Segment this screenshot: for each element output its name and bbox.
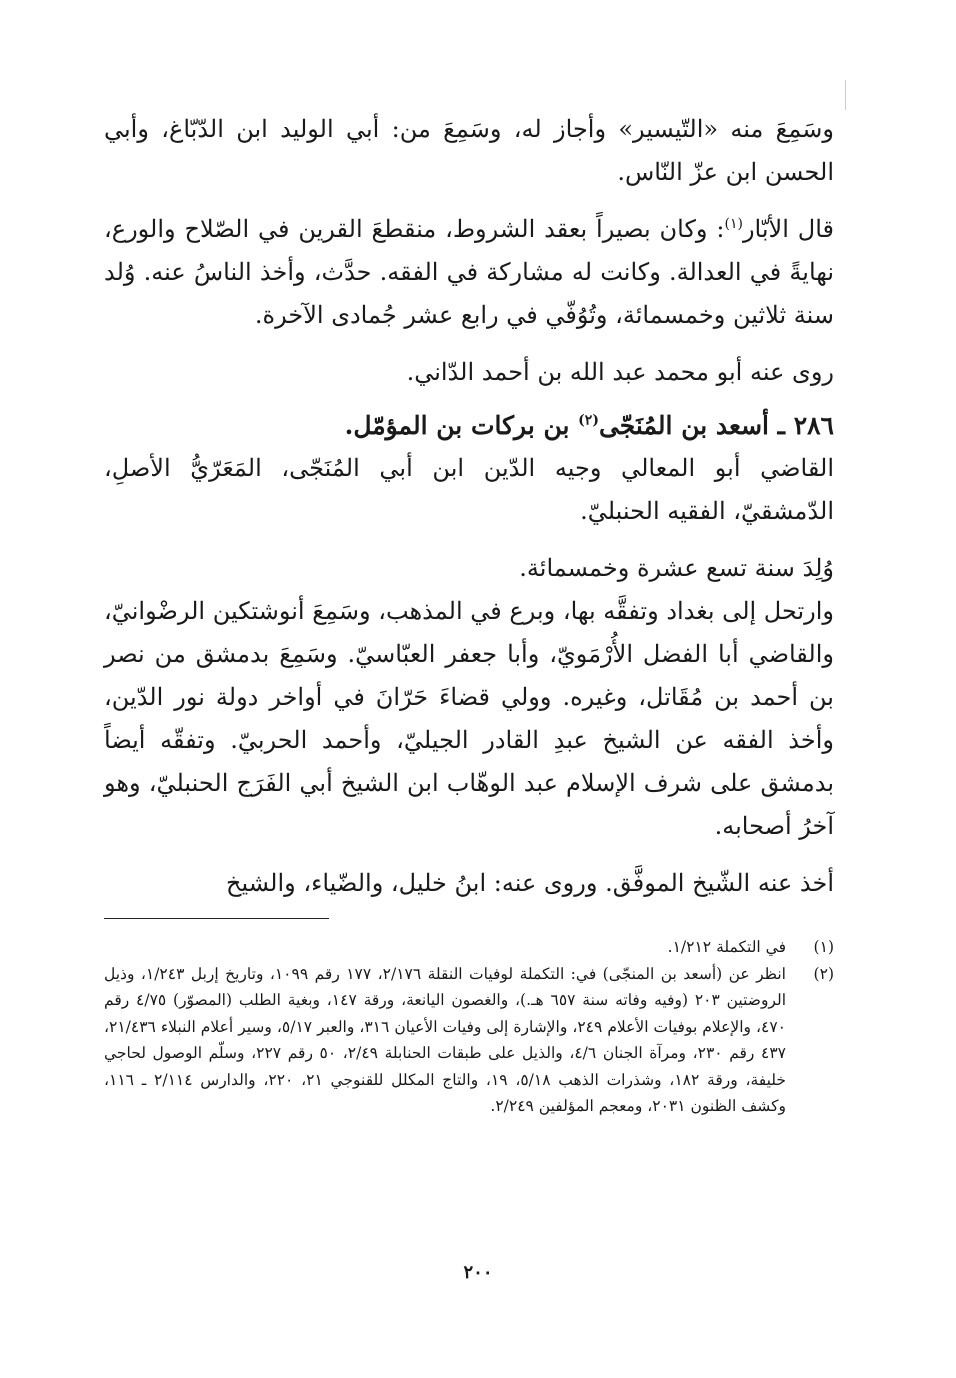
footnote-ref-1[interactable]: (١) [724, 216, 743, 232]
paragraph-2 [104, 208, 834, 337]
entry-heading [104, 404, 834, 447]
footnote-1 [104, 934, 834, 961]
paragraph-3: روى عنه أبو محمد عبد الله بن أحمد الدّاني. [406, 358, 834, 386]
footnote-text: في التكملة ١/٢١٢. [667, 938, 786, 956]
footnote-ref-2[interactable]: (٢) [578, 412, 599, 429]
page-number: ٢٠٠ [463, 1262, 493, 1283]
footnote-number: (١) [813, 938, 834, 956]
paragraph-7: وارتحل إلى بغداد وتفقَّه بها، وبرع في المذهب، وسَمِعَ أنوشتكين الرضْوانيّ، والقاضي أبا الفضل الأُرْمَويّ، وأبا جعفر العبّاسيّ. وسَمِعَ بدمشق من نصر بن أحمد بن مُقَاتل، وغيره. وولي قضاءَ حَرّانَ في أواخر دولة نور الدّين، وأخذ الفقه عن الشيخ عبدِ القادر الجيليّ، وأحمد الحربيّ. وتفقّه أيضاً بدمشق على شرف الإسلام عبد الوهّاب ابن الشيخ أبي الفَرَج الحنبليّ، وهو آخرُ أصحابه. [104, 597, 835, 840]
paragraph-1: وسَمِعَ منه «التّيسير» وأجاز له، وسَمِعَ من: أبي الوليد ابن الدّبّاغ، وأبي الحسن ابن عزّ النّاس. [104, 115, 835, 186]
footnotes [104, 934, 834, 1120]
entry-heading-rest: بن بركات بن المؤمّل. [344, 411, 579, 440]
paragraph-5: القاضي أبو المعالي وجيه الدّين ابن أبي المُنَجّى، المَعَرّيُّ الأصلِ، الدّمشقيّ، الفقيه الحنبليّ. [104, 454, 834, 525]
footnote-separator [104, 918, 329, 919]
margin-mark [845, 80, 846, 110]
footnote-2 [104, 961, 834, 1120]
entry-heading-start: ٢٨٦ ـ أسعد بن المُنَجّى [598, 411, 834, 440]
main-text [104, 108, 835, 1115]
footnote-number: (٢) [813, 964, 834, 983]
paragraph-2-start: قال الأبّار [742, 215, 834, 243]
paragraph-2-rest: : وكان بصيراً بعقد الشروط، منقطعَ القرين في الصّلاح والورع، نهايةً في العدالة. وكانت له مشاركة في الفقه. حدَّث، وأخذ الناسُ عنه. وُلد سنة ثلاثين وخمسمائة، وتُوُفّي في رابع عشر جُمادى الآخرة. [104, 215, 834, 329]
paragraph-8: أخذ عنه الشّيخ الموفَّق. وروى عنه: ابنُ خليل، والضّياء، والشيخ [225, 869, 834, 897]
paragraph-6: وُلِدَ سنة تسع عشرة وخمسمائة. [519, 554, 834, 582]
footnote-text: انظر عن (أسعد بن المنجّى) في: التكملة لوفيات النقلة ٢/١٧٦، ١٧٧ رقم ١٠٩٩، وتاريخ إربل ١/٢٤٣، وذيل الروضتين ٢٠٣ (وفيه وفاته سنة ٦٥٧ هـ.)، والغصون اليانعة، ورقة ١٤٧، وبغية الطلب (المصوّر) ٤/٧٥ رقم ٤٧٠، والإعلام بوفيات الأعلام ٢٤٩، والإشارة إلى وفيات الأعيان ٣١٦، والعبر ٥/١٧، وسير أعلام النبلاء ٢١/٤٣٦، ٤٣٧ رقم ٢٣٠، ومرآة الجنان ٤/٦، والذيل على طبقات الحنابلة ٢/٤٩، ٥٠ رقم ٢٢٧، وسلّم الوصول لحاجي خليفة، ورقة ١٨٢، وشذرات الذهب ٥/١٨، ١٩، والتاج المكلل للقنوجي ٢١، ٢٢٠، والدارس ٢/١١٤ ـ ١١٦، وكشف الظنون ٢٠٣١، ومعجم المؤلفين ٢/٢٤٩. [104, 964, 787, 1115]
